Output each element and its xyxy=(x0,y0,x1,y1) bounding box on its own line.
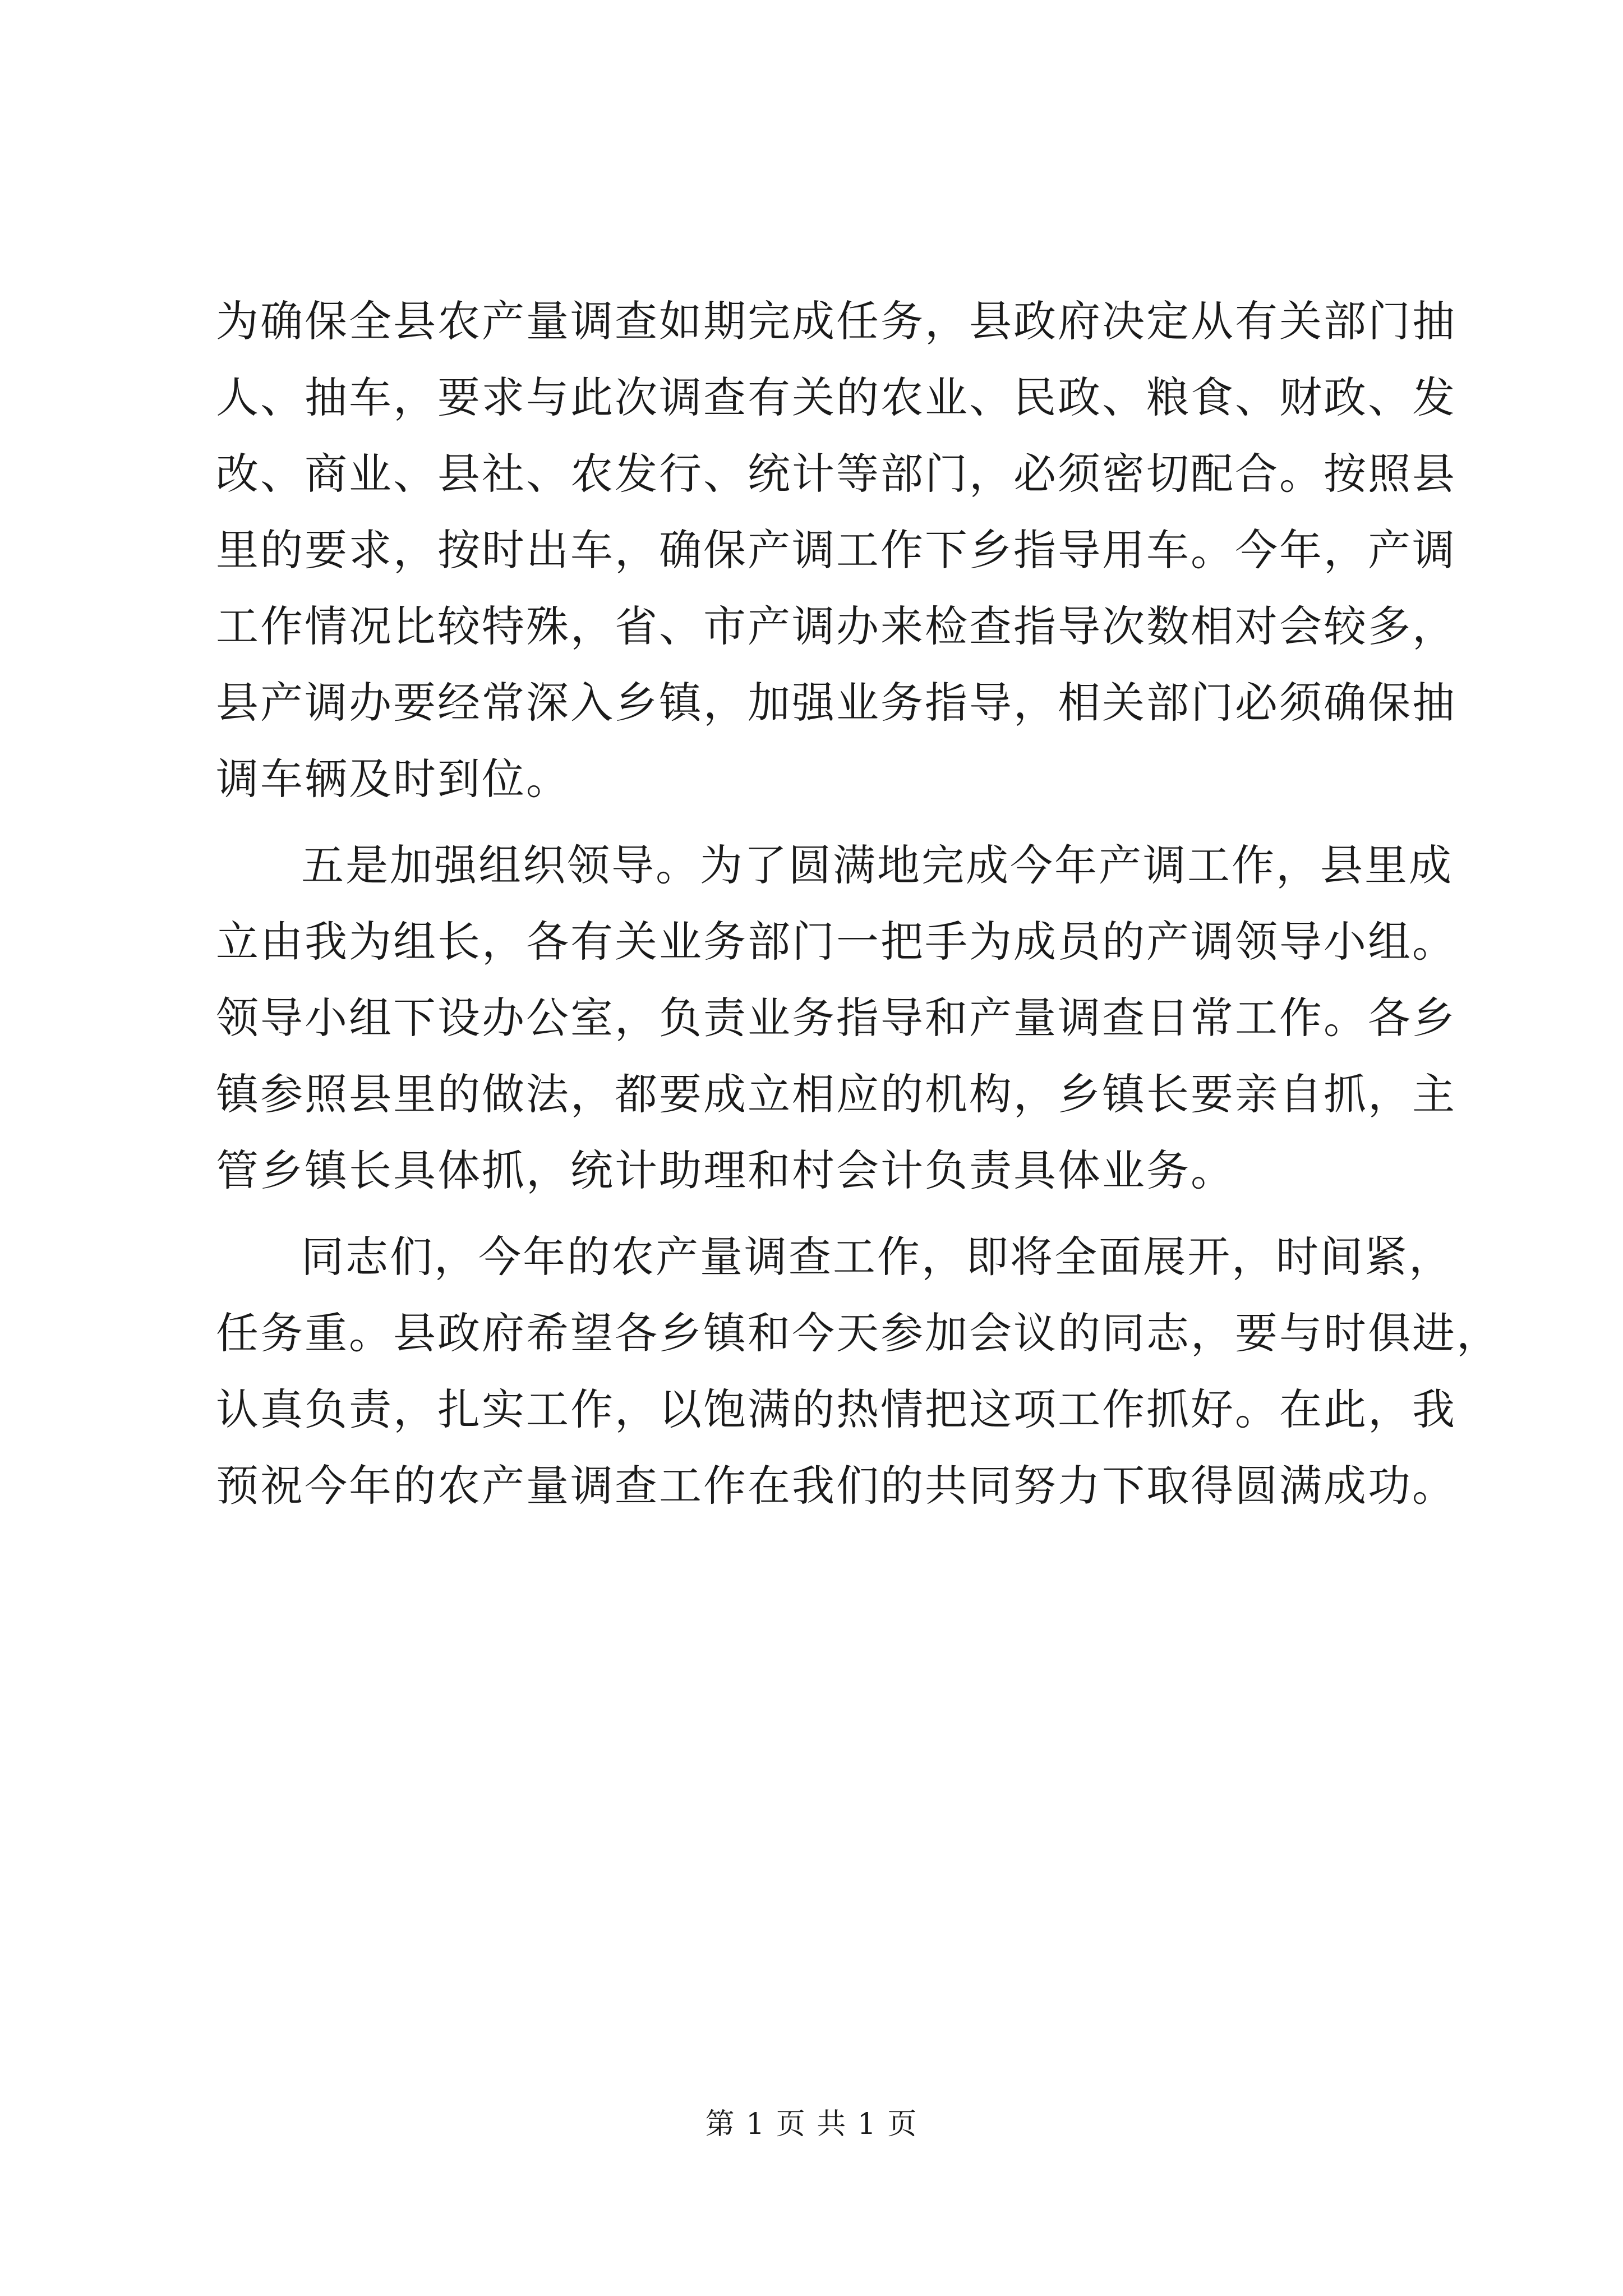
text-line: 五是加强组织领导。为了圆满地完成今年产调工作，县里成 xyxy=(301,840,1453,890)
text-line: 县产调办要经常深入乡镇，加强业务指导，相关部门必须确保抽 xyxy=(216,678,1456,728)
text-line: 同志们，今年的农产量调查工作，即将全面展开，时间紧， xyxy=(301,1232,1453,1282)
text-line: 立由我为组长，各有关业务部门一把手为成员的产调领导小组。 xyxy=(216,917,1456,967)
page-number-footer: 第 1 页 共 1 页 xyxy=(705,2108,918,2141)
document-body xyxy=(216,283,1501,1524)
paragraph-3 xyxy=(216,1219,1501,1524)
paragraph-1 xyxy=(216,283,1456,817)
text-line: 为确保全县农产量调查如期完成任务，县政府决定从有关部门抽 xyxy=(216,296,1456,346)
text-line: 镇参照县里的做法，都要成立相应的机构，乡镇长要亲自抓，主 xyxy=(216,1069,1456,1119)
text-line: 人、抽车，要求与此次调查有关的农业、民政、粮食、财政、发 xyxy=(216,372,1456,422)
text-line: 里的要求，按时出车，确保产调工作下乡指导用车。今年，产调 xyxy=(216,525,1456,575)
text-line: 工作情况比较特殊，省、市产调办来检查指导次数相对会较多， xyxy=(216,601,1456,651)
text-line: 认真负责，扎实工作，以饱满的热情把这项工作抓好。在此，我 xyxy=(216,1384,1456,1434)
text-line: 改、商业、县社、农发行、统计等部门，必须密切配合。按照县 xyxy=(216,449,1456,499)
text-line: 调车辆及时到位。 xyxy=(216,754,570,804)
text-line: 任务重。县政府希望各乡镇和今天参加会议的同志，要与时俱进， xyxy=(216,1308,1501,1358)
paragraph-2 xyxy=(216,827,1456,1209)
text-line: 预祝今年的农产量调查工作在我们的共同努力下取得圆满成功。 xyxy=(216,1461,1456,1511)
text-line: 领导小组下设办公室，负责业务指导和产量调查日常工作。各乡 xyxy=(216,993,1456,1043)
text-line: 管乡镇长具体抓，统计助理和村会计负责具体业务。 xyxy=(216,1145,1235,1195)
